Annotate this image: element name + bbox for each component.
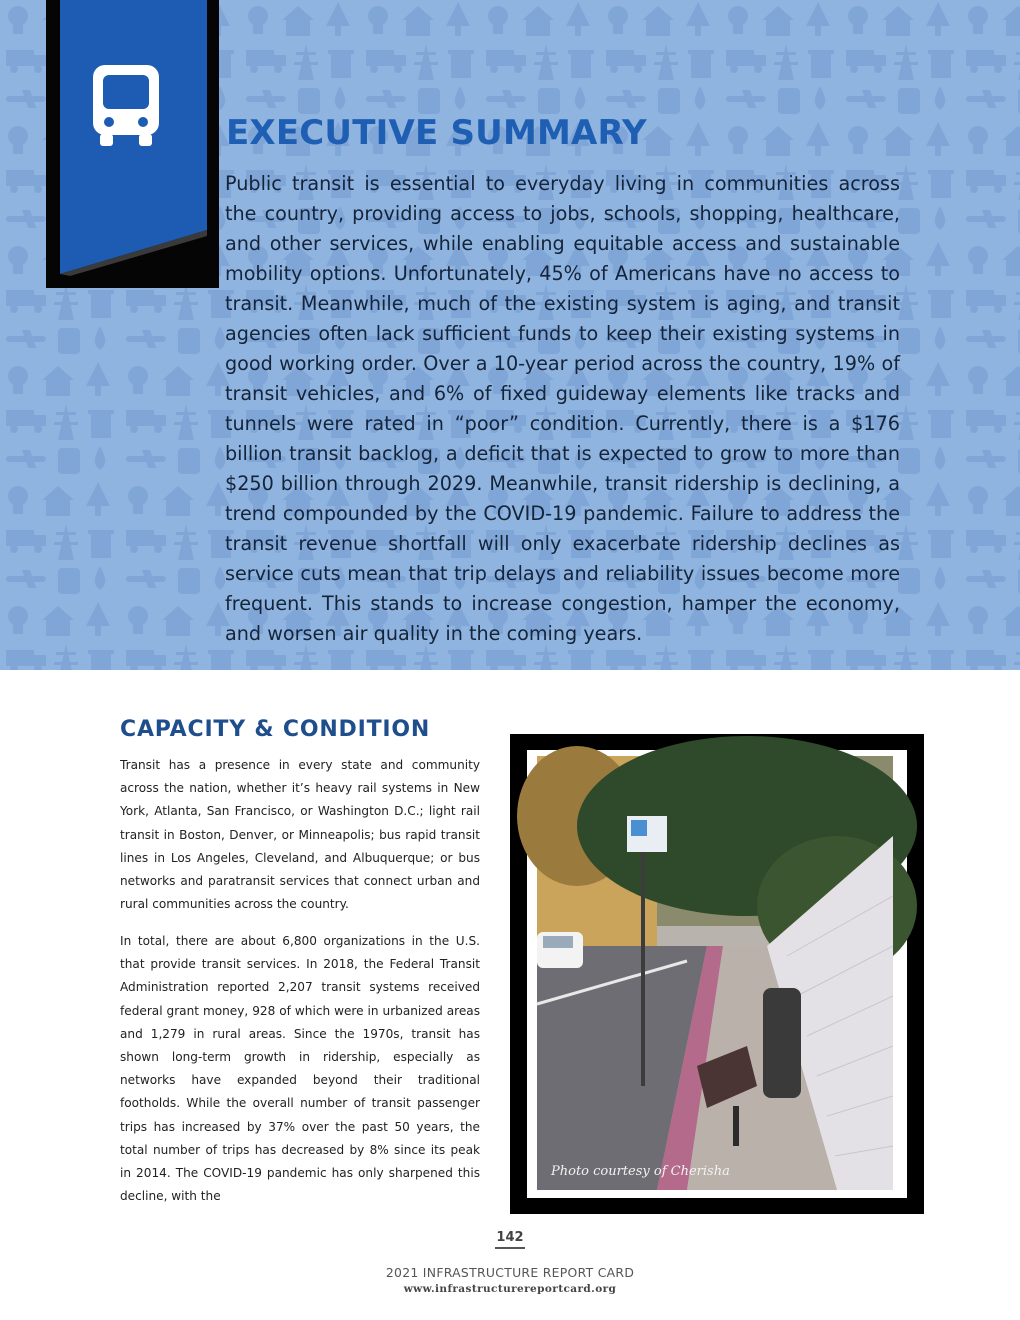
page-number-value: 142 — [495, 1230, 524, 1249]
bus-icon — [90, 62, 162, 148]
photo-frame — [510, 734, 924, 1214]
capacity-paragraph-1: Transit has a presence in every state and community across the nation, whether it’s heavy rail systems in New York, Atlanta, San Francisco, or Washington D.C.; light rail transit in Boston, Denver, or Minneapolis; bus rapid transit lines in Los Angeles, Cleveland, and Albuquerque; or bus networks and paratransit services that connect urban and rural communities across the country. — [120, 758, 480, 912]
capacity-paragraph-2: In total, there are about 6,800 organizations in the U.S. that provide transit services. In 2018, the Federal Transit Administration reported 2,207 transit systems received federal grant money, 928 of which were in urbanized areas and 1,279 in rural areas. Since the 1970s, transit has shown long-term growth in ridership, especially as networks have expanded beyond their traditional footholds. While the overall number of transit passenger trips has increased by 37% over the past 50 years, the total number of trips has decreased by 8% since its peak in 2014. The COVID-19 pandemic has only sharpened this decline, with the — [120, 934, 480, 1204]
photo-credit: Photo courtesy of Cherisha — [551, 1164, 730, 1179]
capacity-condition-heading: CAPACITY & CONDITION — [120, 717, 431, 742]
section-ribbon — [46, 0, 219, 288]
executive-summary-title: EXECUTIVE SUMMARY — [226, 113, 647, 153]
report-url[interactable]: www.infrastructurereportcard.org — [403, 1283, 617, 1295]
bus-stop-photo — [537, 756, 893, 1190]
report-title: 2021 INFRASTRUCTURE REPORT CARD — [385, 1265, 635, 1280]
page-number — [0, 1230, 1020, 1245]
executive-summary-text: Public transit is essential to everyday living in communities across the country, providing access to jobs, schools, shopping, healthcare, and other services, while enabling equitable access and sustainable mobility options. Unfortunately, 45% of Americans have no access to transit. Meanwhile, much of the existing system is aging, and transit agencies often lack sufficient funds to keep their existing systems in good working order. Over a 10-year period across the country, 19% of transit vehicles, and 6% of fixed guideway elements like tracks and tunnels were rated in “poor” condition. Currently, there is a $176 billion transit backlog, a deficit that is expected to grow to more than $250 billion through 2029. Meanwhile, transit ridership is declining, a trend compounded by the COVID-19 pandemic. Failure to address the transit revenue shortfall will only exacerbate ridership declines as service cuts mean that trip delays and reliability issues become more frequent. This stands to increase congestion, hamper the economy, and worsen air quality in the coming years. — [225, 172, 900, 645]
